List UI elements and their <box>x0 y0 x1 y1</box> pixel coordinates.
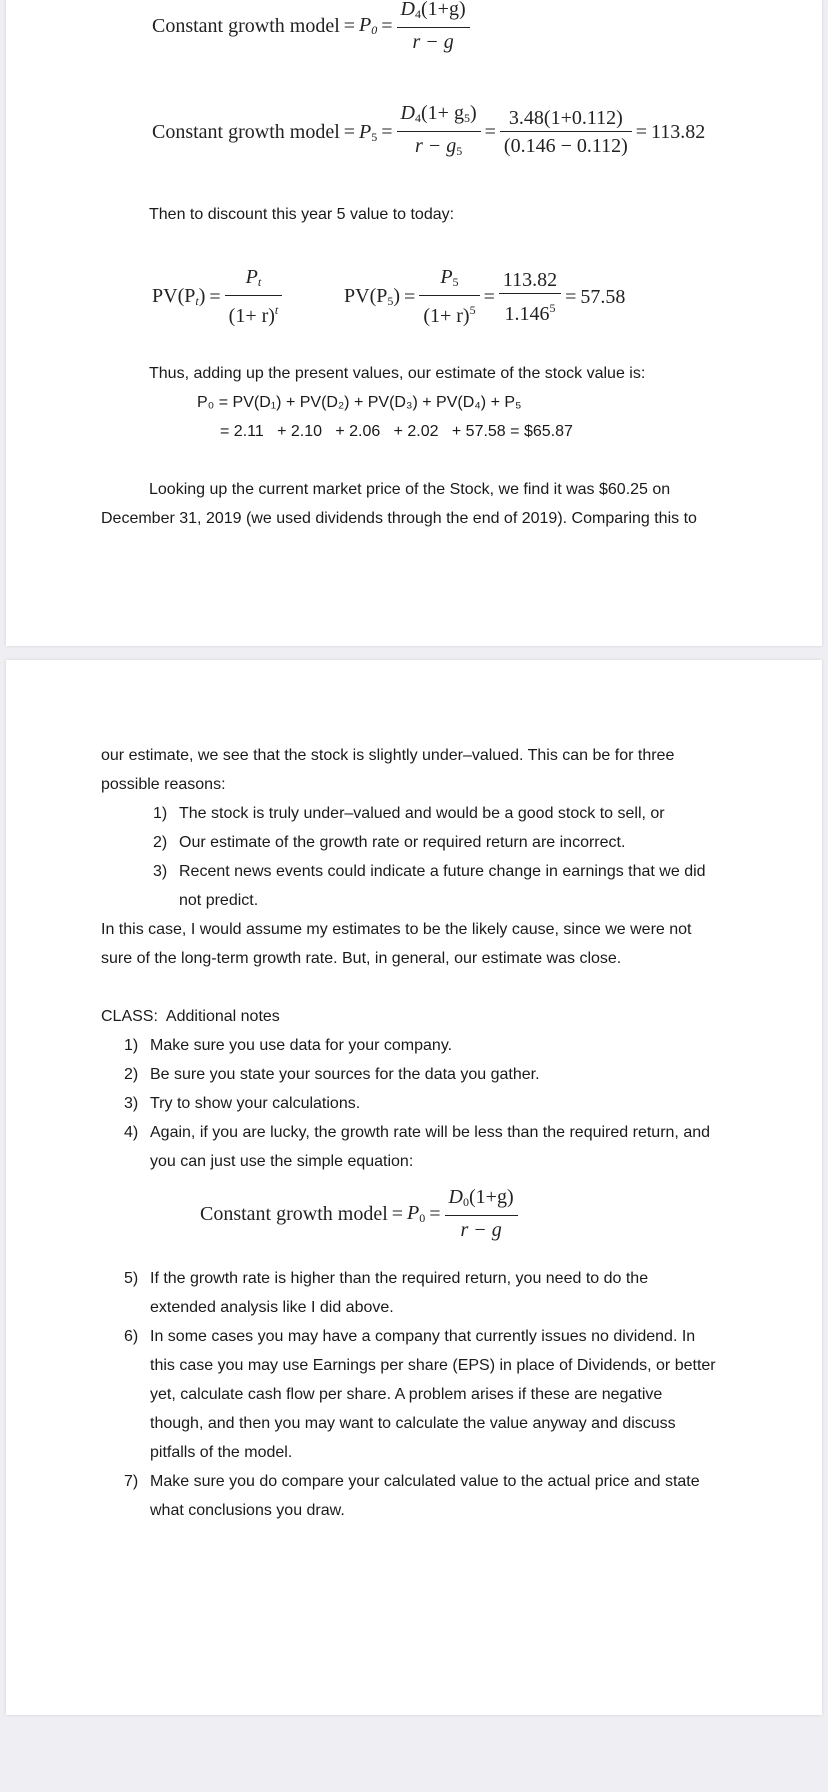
market-price-line-2: December 31, 2019 (we used dividends through the end of 2019). Comparing this to <box>101 510 697 527</box>
formula-fraction: $\frac{P_t}{(1+ r)^t}$ <box>225 264 283 330</box>
note-list-item-continuation: yet, calculate cash flow per share. A problem arises if these are negative <box>150 1386 663 1403</box>
note-list-item-continuation: pitfalls of the model. <box>150 1444 293 1461</box>
formula-pv-general: $PV(P_t)$ = $\frac{P_t}{(1+ r)^t}$ <box>152 264 282 330</box>
document-page-1 <box>6 0 822 646</box>
note-list-item: 1) Make sure you use data for your company. <box>124 1037 453 1054</box>
note-list-item: 3) Try to show your calculations. <box>124 1095 361 1112</box>
formula-fraction: $\frac{D_4(1+g)}{r - g}$ <box>397 0 470 56</box>
formula-label: Constant growth model <box>200 1202 388 1225</box>
formula-label: Constant growth model <box>152 14 340 37</box>
note-list-item: 2) Be sure you state your sources for the data you gather. <box>124 1066 540 1083</box>
note-list-item-continuation: extended analysis like I did above. <box>150 1299 394 1316</box>
reason-list-item: 2) Our estimate of the growth rate or required return are incorrect. <box>153 834 626 851</box>
sum-formula-line-2: = 2.11 + 2.10 + 2.06 + 2.02 + 57.58 = $65.87 <box>220 423 573 440</box>
formula-result: 113.82 <box>651 121 706 143</box>
note-list-item-continuation: what conclusions you draw. <box>150 1502 345 1519</box>
formula-fraction-numeric: $\frac{3.48(1+0.112)}{(0.146 - 0.112)}$ <box>500 105 632 160</box>
formula-pv-year5: $PV(P_5)$ = $\frac{P_5}{(1+ r)^5}$ = $\frac{113.82}{1.146^5}$ = 57.58 <box>344 264 625 330</box>
note-list-item: 6) In some cases you may have a company that currently issues no dividend. In <box>124 1328 696 1345</box>
paragraph-line: our estimate, we see that the stock is slightly under–valued. This can be for three <box>101 747 675 764</box>
note-list-item: 7) Make sure you do compare your calculated value to the actual price and state <box>124 1473 700 1490</box>
paragraph-line: In this case, I would assume my estimates to be the likely cause, since we were not <box>101 921 692 938</box>
market-price-line-1: Looking up the current market price of the Stock, we find it was $60.25 on <box>149 481 671 498</box>
formula-constant-growth-simple: Constant growth model = $P_0$ = $\frac{D_0(1+g)}{r - g}$ <box>200 1184 518 1244</box>
sum-formula-line-1: P₀ = PV(D₁) + PV(D₂) + PV(D₃) + PV(D₄) + P₅ <box>197 394 522 411</box>
note-list-item: 4) Again, if you are lucky, the growth rate will be less than the required return, and <box>124 1124 711 1141</box>
formula-constant-growth-p5: Constant growth model = $P_5$ = $\frac{D_4(1+ g_5)}{r - g_5}$ = $\frac{3.48(1+0.112)}{(0.146 - 0.112)}$ = 113.82 <box>152 100 705 165</box>
formula-fraction: $\frac{D_0(1+g)}{r - g}$ <box>445 1184 518 1244</box>
note-list-item-continuation: though, and then you may want to calculate the value anyway and discuss <box>150 1415 676 1432</box>
note-list-item: 5) If the growth rate is higher than the required return, you need to do the <box>124 1270 649 1287</box>
note-list-item-continuation: you can just use the simple equation: <box>150 1153 414 1170</box>
formula-label: Constant growth model <box>152 121 340 143</box>
formula-fraction-symbolic: $\frac{P_5}{(1+ r)^5}$ <box>419 264 479 330</box>
reason-list-item-continuation: not predict. <box>179 892 259 909</box>
paragraph-line: sure of the long-term growth rate. But, in general, our estimate was close. <box>101 950 622 967</box>
reason-list-item: 1) The stock is truly under–valued and would be a good stock to sell, or <box>153 805 665 822</box>
class-notes-heading: CLASS: Additional notes <box>101 1008 280 1025</box>
paragraph-line: possible reasons: <box>101 776 226 793</box>
sum-intro-text: Thus, adding up the present values, our estimate of the stock value is: <box>149 365 646 382</box>
formula-result: 57.58 <box>580 285 626 308</box>
formula-fraction-numeric: $\frac{113.82}{1.146^5}$ <box>499 267 561 328</box>
discount-intro-text: Then to discount this year 5 value to today: <box>149 206 455 223</box>
note-list-item-continuation: this case you may use Earnings per share (EPS) in place of Dividends, or better <box>150 1357 716 1374</box>
document-page-2 <box>6 660 822 1715</box>
formula-constant-growth-p0: Constant growth model = $P_0$ = $\frac{D_4(1+g)}{r - g}$ <box>152 0 470 56</box>
formula-fraction-symbolic: $\frac{D_4(1+ g_5)}{r - g_5}$ <box>397 100 481 165</box>
reason-list-item: 3) Recent news events could indicate a future change in earnings that we did <box>153 863 706 880</box>
